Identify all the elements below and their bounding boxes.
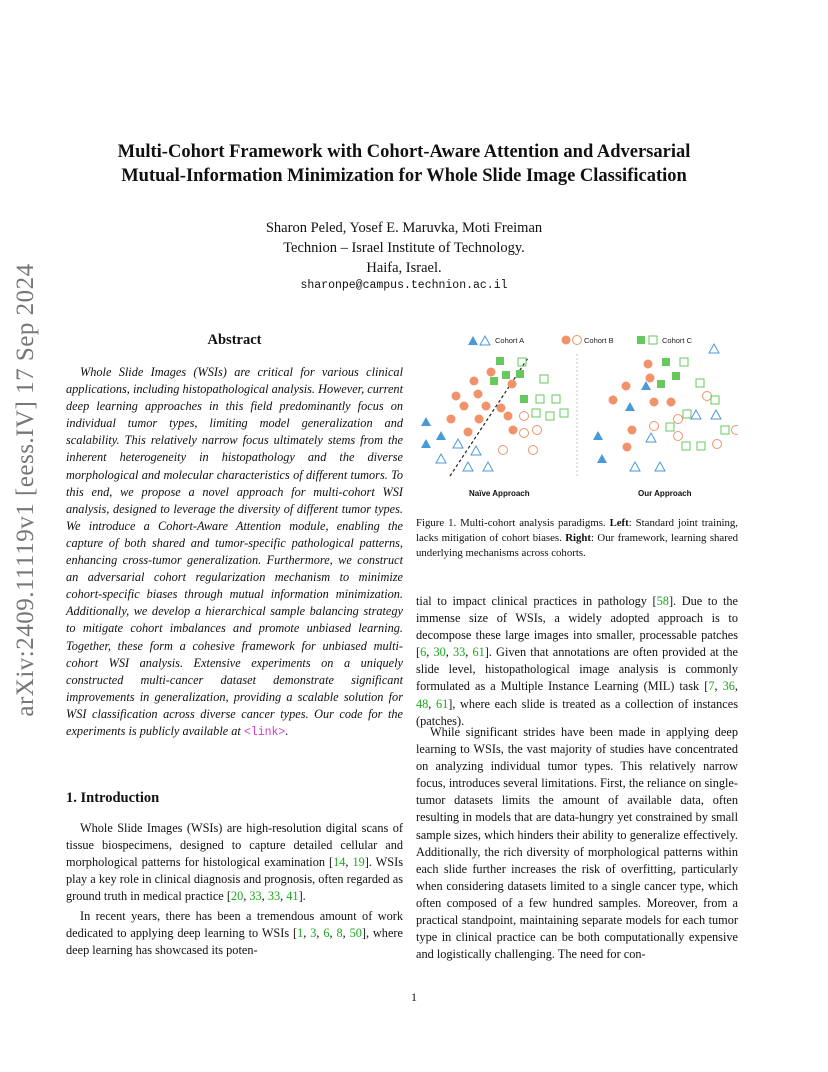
citation[interactable]: 61 [472,645,485,660]
circle-outline-icon [674,415,683,424]
citation[interactable]: 20 [230,889,244,904]
legend-cohort-a: Cohort A [495,336,525,345]
circle-outline-icon [674,432,683,441]
square-outline-icon [536,395,544,403]
intro-paragraph-1: Whole Slide Images (WSIs) are high-resolution digital scans of tissue biospecimens, designed to capture detailed cellular and morphological patterns for histological examination [14, 19]. WSIs play a key role in clinical diagnosis and prognosis, often regarded as ground truth in medical practice [20, 33, 33, 41]. [66,821,403,904]
intro-paragraph-2: In recent years, there has been a tremendous amount of work dedicated to applying deep learning to WSIs [1, 3, 6, 8, 50], where deep learning has showcased its poten- [66,909,403,958]
citation[interactable]: 3 [310,926,317,941]
citation[interactable]: 33 [267,889,281,904]
square-filled-icon [637,336,645,344]
triangle-filled-icon [625,402,635,411]
citation[interactable]: 36 [722,679,735,694]
section-heading-introduction: 1. Introduction [66,790,160,806]
square-outline-icon [560,409,568,417]
citation[interactable]: 41 [286,889,299,904]
legend-cohort-b: Cohort B [584,336,614,345]
triangle-outline-icon [483,462,493,471]
circle-filled-icon [650,398,659,407]
right-paragraph-2: While significant strides have been made in applying deep learning to WSIs, the vast majority of studies have concentrated on analyzing individual tumor types. This relatively narrow focus, introduces several limitations. First, the reliance on single-tumor datasets limits the amount of available data, often resulting in models that are data-hungry yet constrained by small sample sizes, which hinders their ability to generalize effectively. Additionally, the rich diversity of morphological patterns within each slide further increases the risk of overfitting, particularly when considering datasets limited to a single cancer type, which often composed of a few hundred samples. Moreover, from a practical standpoint, maintaining separate models for each tumor type in clinical practice can be both computationally expensive and logistically challenging. The need for con- [416,725,738,962]
author-block [70,218,738,278]
triangle-filled-icon [421,439,431,448]
square-filled-icon [490,377,498,385]
citation[interactable]: 8 [336,926,343,941]
citation[interactable]: 33 [452,645,466,660]
affiliation: Technion – Israel Institute of Technology. [283,240,525,256]
circle-filled-icon [464,428,473,437]
circle-filled-icon [474,390,483,399]
figure-caption: Figure 1. Multi-cohort analysis paradigms. Left: Standard joint training, lacks mitigation of cohort biases. Right: Our framework, learning shared underlying mechanisms across cohorts. [416,517,739,559]
citation[interactable]: 61 [435,696,449,711]
citation[interactable]: 7 [708,679,715,694]
triangle-outline-icon [711,410,721,419]
square-outline-icon [518,358,526,366]
page-number: 1 [411,990,417,1004]
square-outline-icon [680,358,688,366]
triangle-filled-icon [421,417,431,426]
triangle-filled-icon [468,336,478,345]
circle-filled-icon [470,377,479,386]
circle-filled-icon [482,402,491,411]
abstract-heading: Abstract [207,332,262,348]
panel-ours [593,344,738,471]
triangle-outline-icon [630,462,640,471]
circle-filled-icon [562,336,571,345]
triangle-outline-icon [480,336,490,345]
square-filled-icon [657,380,665,388]
citation[interactable]: 58 [656,594,669,608]
circle-filled-icon [623,443,632,452]
paper-title [70,140,738,188]
title-line-1: Multi-Cohort Framework with Cohort-Aware Attention and Adversarial [117,142,691,162]
panel-label-naive: Naïve Approach [469,489,530,498]
circle-filled-icon [487,368,496,377]
location: Haifa, Israel. [366,260,442,276]
square-outline-icon [696,379,704,387]
triangle-outline-icon [691,410,701,419]
circle-outline-icon [713,440,722,449]
citation[interactable]: 14 [333,855,346,870]
citation[interactable]: 6 [323,926,330,941]
citation[interactable]: 6 [420,645,427,660]
square-outline-icon [546,412,554,420]
figure-1 [416,326,738,506]
circle-filled-icon [497,404,506,413]
citation[interactable]: 33 [249,889,262,904]
circle-outline-icon [520,429,529,438]
triangle-outline-icon [655,462,665,471]
figure-legend [468,336,693,346]
square-outline-icon [666,423,674,431]
circle-outline-icon [533,426,542,435]
square-outline-icon [721,426,729,434]
panel-naive [421,357,568,471]
circle-filled-icon [622,382,631,391]
square-filled-icon [520,395,528,403]
circle-filled-icon [452,392,461,401]
triangle-filled-icon [593,431,603,440]
abstract-text: Whole Slide Images (WSIs) are critical for various clinical applications, including histopathological analysis. However, current deep learning approaches in this field predominantly focus on individual tumor types, limiting model generalization and scalability. This relatively narrow focus ultimately stems from the inherent heterogeneity in histopathology and the diverse morphological and molecular characteristics of different tumors. To this end, we propose a novel approach for multi-cohort WSI analysis, designed to leverage the diversity of different tumor types. We introduce a Cohort-Aware Attention module, enabling the capture of both shared and tumor-specific pathological patterns, enhancing cross-tumor generalization. Furthermore, we construct an adversarial cohort regularization mechanism to minimize cohort-specific biases through mutual information minimization. Additionally, we develop a hierarchical sample balancing strategy to mitigate cohort imbalances and promote unbiased learning. Together, these form a cohesive framework for unbiased multi-cohort WSI analysis. Extensive experiments on a uniquely constructed multi-cancer dataset demonstrate significant improvements in generalization, providing a scalable solution for WSI classification across diverse cancer types. Our code for the experiments is publicly available at <link>. [66,365,403,739]
square-outline-icon [683,410,691,418]
square-outline-icon [532,409,540,417]
citation[interactable]: 30 [433,645,446,660]
circle-filled-icon [508,380,517,389]
circle-filled-icon [628,426,637,435]
square-filled-icon [502,371,510,379]
square-outline-icon [540,375,548,383]
circle-outline-icon [520,412,529,421]
square-outline-icon [552,395,560,403]
circle-outline-icon [703,392,712,401]
circle-filled-icon [646,374,655,383]
circle-outline-icon [499,446,508,455]
circle-outline-icon [732,426,739,435]
code-link[interactable]: <link> [243,725,286,739]
email[interactable]: sharonpe@campus.technion.ac.il [300,279,508,292]
square-outline-icon [711,396,719,404]
circle-filled-icon [460,402,469,411]
authors: Sharon Peled, Yosef E. Maruvka, Moti Freiman [265,220,543,236]
circle-outline-icon [529,446,538,455]
circle-outline-icon [650,422,659,431]
circle-filled-icon [509,426,518,435]
citation[interactable]: 1 [297,926,304,941]
circle-filled-icon [504,412,513,421]
triangle-outline-icon [471,446,481,455]
square-outline-icon [682,442,690,450]
panel-label-ours: Our Approach [638,489,692,498]
right-paragraph-1: tial to impact clinical practices in pathology [58]. Due to the immense size of WSIs, a widely adopted approach is to decompose these large images into smaller, processable patches [6, 30, 33, 61]. Given that annotations are often provided at the slide level, histopathological image analysis is commonly formulated as a Multiple Instance Learning (MIL) task [7, 36, 48, 61], where each slide is treated as a collection of instances (patches). [416,594,738,728]
triangle-outline-icon [453,439,463,448]
square-outline-icon [649,336,657,344]
title-line-2: Mutual-Information Minimization for Whole Slide Image Classification [121,166,687,186]
arxiv-watermark: arXiv:2409.11119v1 [eess.IV] 17 Sep 2024 [12,263,39,717]
square-filled-icon [672,372,680,380]
legend-cohort-c: Cohort C [662,336,693,345]
triangle-outline-icon [646,433,656,442]
circle-filled-icon [644,360,653,369]
circle-filled-icon [609,396,618,405]
citation[interactable]: 50 [349,926,362,941]
triangle-outline-icon [463,462,473,471]
circle-filled-icon [667,398,676,407]
triangle-filled-icon [597,454,607,463]
citation[interactable]: 48 [416,696,429,711]
circle-filled-icon [447,415,456,424]
square-outline-icon [697,442,705,450]
square-filled-icon [662,358,670,366]
triangle-filled-icon [436,431,446,440]
citation[interactable]: 19 [352,855,365,870]
square-filled-icon [496,357,504,365]
circle-filled-icon [475,415,484,424]
circle-outline-icon [573,336,582,345]
square-filled-icon [516,370,524,378]
triangle-outline-icon [436,454,446,463]
triangle-outline-icon [709,344,719,353]
